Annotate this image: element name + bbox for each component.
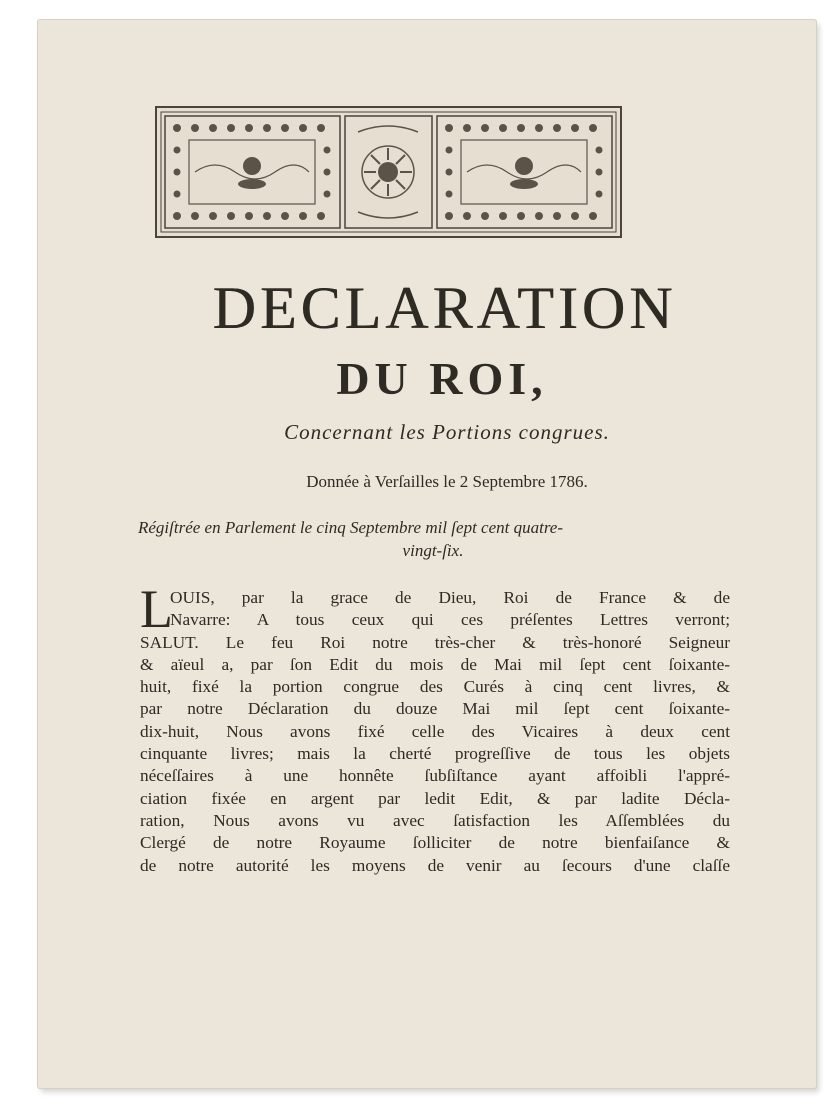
body-line: OUIS, par la grace de Dieu, Roi de France & de <box>170 588 730 607</box>
body-line: SALUT. Le feu Roi notre très-cher & très-honoré Seigneur <box>140 632 730 652</box>
ornamental-header-band <box>155 106 622 238</box>
body-line: dix-huit, Nous avons fixé celle des Vicaires à deux cent <box>140 721 730 741</box>
body-line: cinquante livres; mais la cherté progreſſive de tous les objets <box>140 744 730 764</box>
concerning-line: Concernant les Portions congrues. <box>284 420 610 444</box>
body-line: par notre Déclaration du douze Mai mil ſept cent ſoixante- <box>140 699 730 719</box>
document-title: DECLARATION <box>212 275 677 341</box>
body-line: huit, fixé la portion congrue des Curés à cinq cent livres, & <box>140 677 730 697</box>
body-line: de notre autorité les moyens de venir au ſecours d'une claſſe <box>140 855 730 875</box>
document-page <box>38 20 816 1088</box>
body-line: ciation fixée en argent par ledit Edit, & par ladite Décla- <box>140 788 730 808</box>
body-line: Navarre: A tous ceux qui ces préſentes Lettres verront; <box>170 610 730 630</box>
drop-cap-letter: L <box>140 579 173 639</box>
body-line: & aïeul a, par ſon Edit du mois de Mai mil ſept cent ſoixante- <box>140 654 730 674</box>
date-line: Donnée à Verſailles le 2 Septembre 1786. <box>306 472 588 491</box>
registered-note <box>138 516 728 562</box>
body-line: ration, Nous avons vu avec ſatisfaction les Aſſemblées du <box>140 810 730 830</box>
declaration-body <box>140 587 730 877</box>
document-subtitle: DU ROI, <box>336 353 548 404</box>
body-line: Clergé de notre Royaume ſolliciter de notre bienfaiſance & <box>140 833 730 853</box>
registered-line-1: Régiſtrée en Parlement le cinq Septembre mil ſept cent quatre- <box>138 518 564 537</box>
registered-line-2: vingt-ſix. <box>402 541 464 560</box>
body-line: néceſſaires à une honnête ſubſiſtance ayant affoibli l'appré- <box>140 766 730 786</box>
